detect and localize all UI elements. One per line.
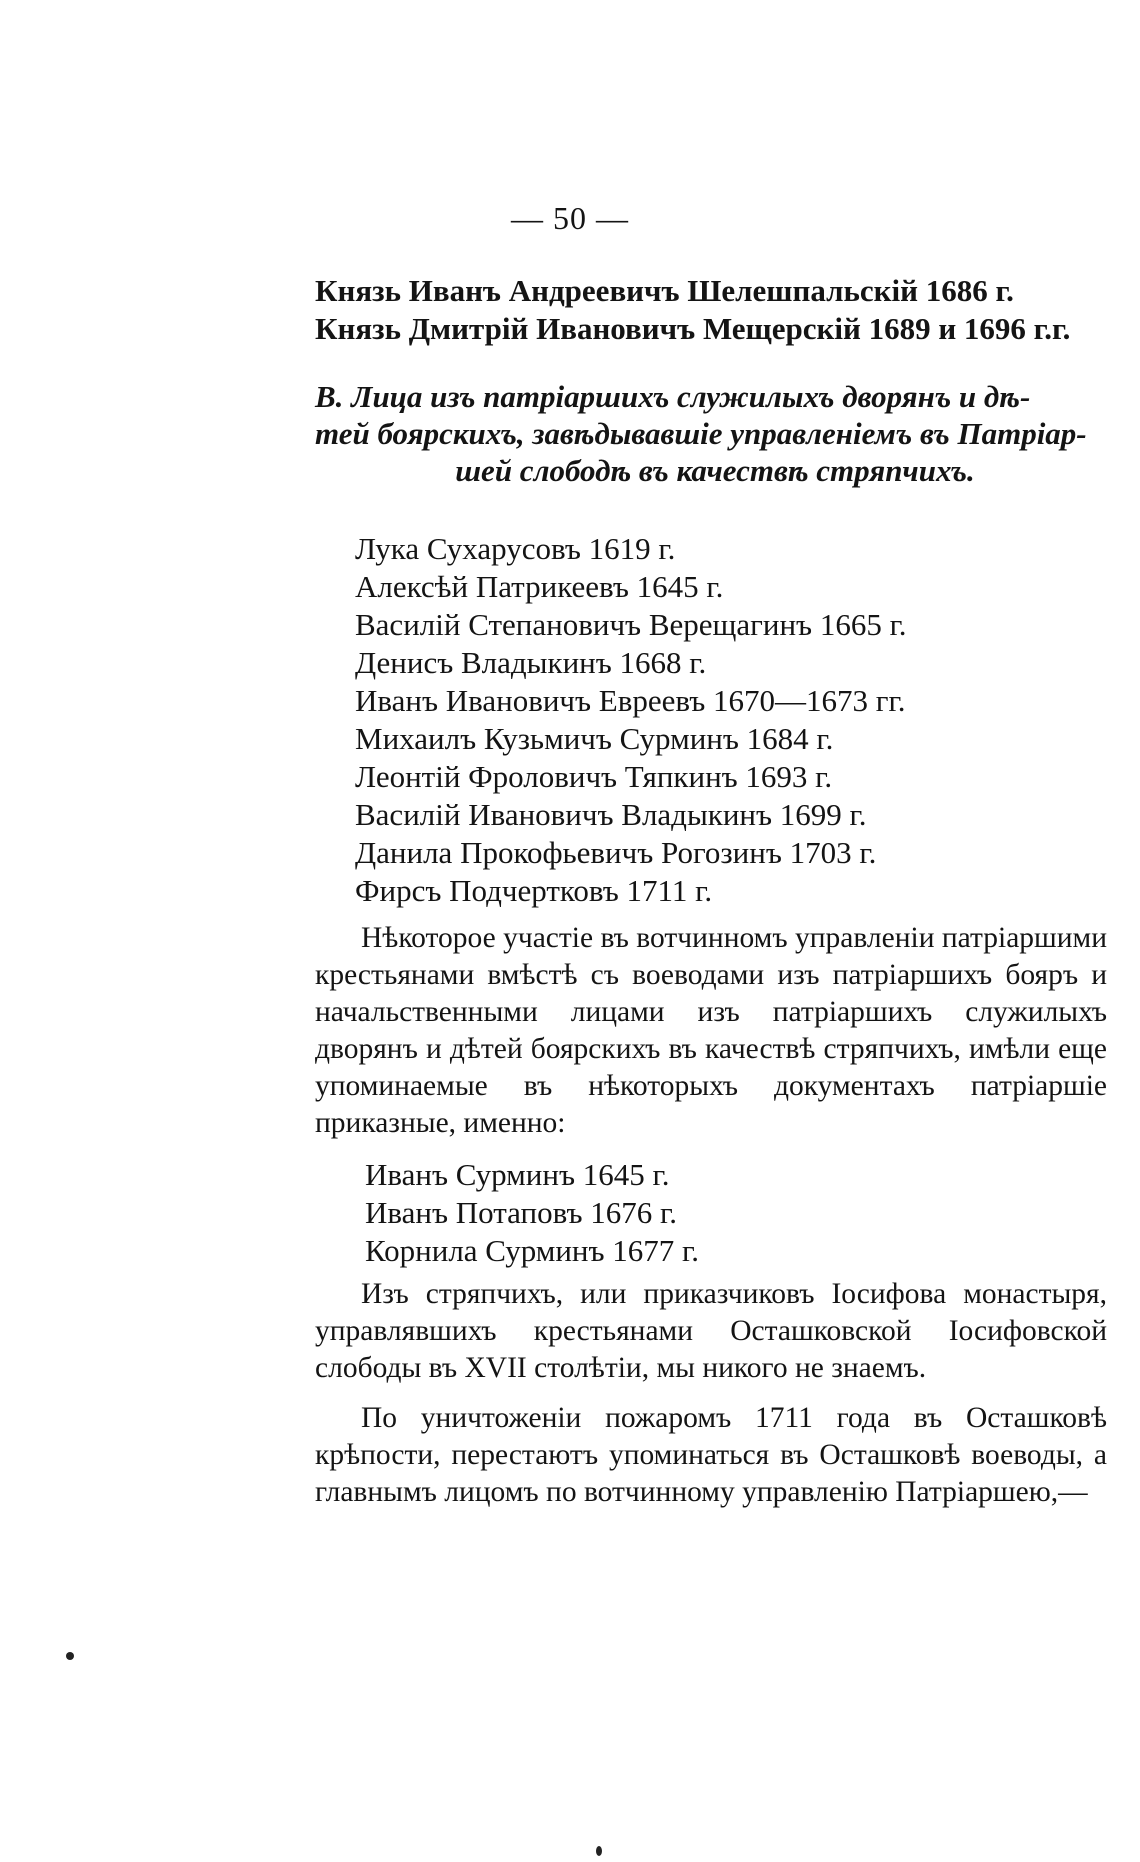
section-b-heading-line: В. Лица изъ патріаршихъ служилыхъ дворянъ и дѣ- [315, 379, 1031, 414]
section-b-heading-line: шей слободѣ въ качествѣ стряпчихъ. [455, 453, 975, 488]
list-item: Леонтій Фроловичъ Тяпкинъ 1693 г. [355, 759, 833, 794]
prikaznye-list [365, 1156, 1105, 1270]
paragraph-1: Нѣкоторое участіе въ вотчинномъ управленіи патріаршими крестьянами вмѣстѣ съ воеводами изъ патріаршихъ бояръ и начальственными лицами изъ патріаршихъ служилыхъ дворянъ и дѣтей боярскихъ въ качествѣ стряпчихъ, имѣли еще упоминаемые въ нѣкоторыхъ документахъ патріаршіе приказные, именно: [315, 922, 1107, 1139]
prince-line: Князь Иванъ Андреевичъ Шелешпальскій 1686 г. [315, 273, 1014, 308]
list-item: Иванъ Ивановичъ Евреевъ 1670—1673 гг. [355, 683, 906, 718]
list-item: Василій Степановичъ Верещагинъ 1665 г. [355, 607, 907, 642]
margin-speck [596, 1846, 602, 1856]
stryapchie-list [355, 530, 1115, 910]
list-item: Лука Сухарусовъ 1619 г. [355, 531, 676, 566]
princes-list [315, 272, 1115, 348]
margin-speck [66, 1652, 74, 1660]
prince-line: Князь Дмитрій Ивановичъ Мещерскій 1689 и 1696 г.г. [315, 311, 1071, 346]
list-item: Корнила Сурминъ 1677 г. [365, 1233, 700, 1268]
section-b-heading-line: тей боярскихъ, завѣдывавшіе управленіемъ въ Патріар- [315, 416, 1087, 451]
list-item: Иванъ Потаповъ 1676 г. [365, 1195, 677, 1230]
list-item: Алексѣй Патрикеевъ 1645 г. [355, 569, 724, 604]
list-item: Василій Ивановичъ Владыкинъ 1699 г. [355, 797, 867, 832]
list-item: Данила Прокофьевичъ Рогозинъ 1703 г. [355, 835, 877, 870]
paragraph-3: По уничтоженіи пожаромъ 1711 года въ Осташковѣ крѣпости, перестаютъ упоминаться въ Осташковѣ воеводы, а главнымъ лицомъ по вотчинному управленію Патріаршею,— [315, 1402, 1107, 1508]
page-number: — 50 — [511, 200, 629, 236]
list-item: Иванъ Сурминъ 1645 г. [365, 1157, 670, 1192]
list-item: Денисъ Владыкинъ 1668 г. [355, 645, 707, 680]
list-item: Михаилъ Кузьмичъ Сурминъ 1684 г. [355, 721, 834, 756]
list-item: Фирсъ Подчертковъ 1711 г. [355, 873, 713, 908]
paragraph-2: Изъ стряпчихъ, или приказчиковъ Іосифова монастыря, управлявшихъ крестьянами Осташковской Іосифовской слободы въ XVII столѣтіи, мы никого не знаемъ. [315, 1278, 1107, 1384]
section-b-heading [315, 378, 1115, 489]
